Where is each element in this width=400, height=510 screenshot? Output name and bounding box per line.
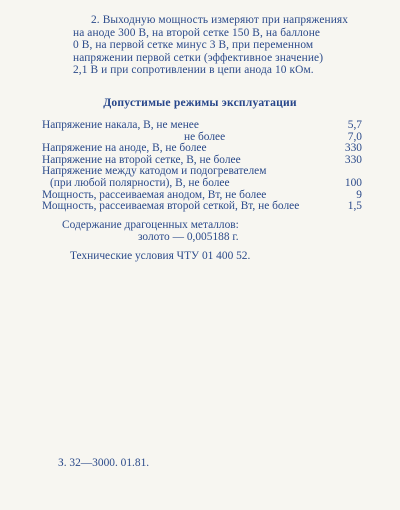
- intro-paragraph: [73, 14, 363, 77]
- intro-line: на аноде 300 В, на второй сетке 150 В, на баллоне: [73, 26, 321, 39]
- section-heading: Допустимые режимы эксплуатации: [103, 96, 297, 109]
- spec-row: [42, 201, 362, 213]
- spec-label: Напряжение на аноде, В, не более: [42, 142, 207, 155]
- spec-label: Напряжение накала, В, не менее: [42, 119, 199, 131]
- spec-label: Напряжение на второй сетке, В, не более: [42, 153, 241, 166]
- spec-label: Напряжение между катодом и подогревателем: [42, 165, 267, 178]
- spec-label: не более: [184, 130, 226, 143]
- spec-label: Мощность, рассеиваемая второй сеткой, Вт, не более: [42, 200, 300, 213]
- spec-value: 330: [344, 142, 362, 155]
- intro-line: 2,1 В и при сопротивлении в цепи анода 10 кОм.: [73, 64, 314, 77]
- metals-gold: золото — 0,005188 г.: [138, 231, 239, 243]
- spec-value: 5,7: [347, 119, 362, 131]
- spec-value: 1,5: [347, 200, 362, 213]
- technical-conditions: Технические условия ЧТУ 01 400 52.: [70, 250, 251, 262]
- spec-label: Мощность, рассеиваемая анодом, Вт, не более: [42, 188, 267, 201]
- spec-value: 7,0: [347, 130, 362, 143]
- print-footer: З. 32—3000. 01.81.: [58, 457, 150, 469]
- spec-row: [42, 178, 362, 190]
- spec-table: [42, 120, 362, 213]
- spec-value: 9: [356, 188, 362, 201]
- intro-line: напряжении первой сетки (эффективное значение): [73, 51, 324, 64]
- spec-value: 100: [344, 176, 362, 189]
- metals-title: Содержание драгоценных металлов:: [62, 219, 239, 231]
- intro-line: 0 В, на первой сетке минус 3 В, при переменном: [73, 39, 314, 52]
- spec-value: 330: [344, 153, 362, 166]
- spec-label: (при любой полярности), В, не более: [50, 176, 230, 189]
- spec-row: [42, 120, 362, 132]
- intro-line: 2. Выходную мощность измеряют при напряжениях: [91, 14, 349, 26]
